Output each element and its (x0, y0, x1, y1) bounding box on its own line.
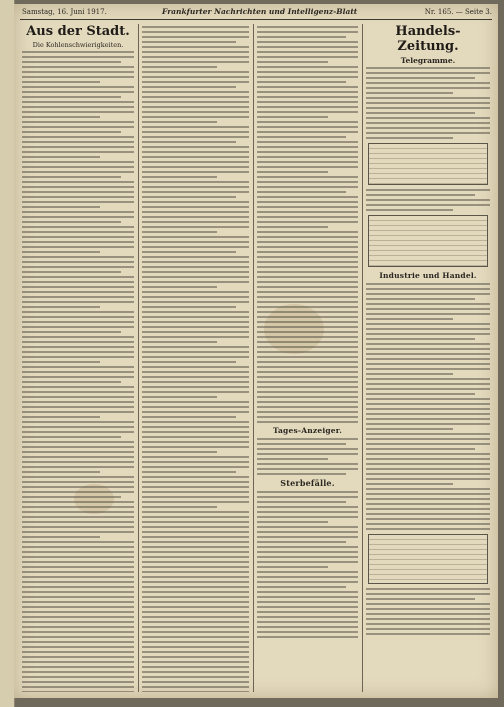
article-text (366, 283, 490, 530)
column-subtitle: Die Kohlenschwierigkeiten. (32, 41, 124, 49)
article-text (142, 26, 249, 692)
article-text (257, 26, 358, 423)
header-page-number: Nr. 165. — Seite 3. (424, 8, 492, 16)
left-page-margin (0, 0, 15, 707)
column-title: Handels-Zeitung. (395, 24, 461, 54)
section-heading: Tages-Anzeiger. (272, 426, 343, 435)
header-rule (20, 19, 492, 20)
article-text (366, 67, 490, 139)
column-subtitle: Telegramme. (400, 56, 456, 65)
notice-text (257, 438, 358, 475)
column-divider (362, 24, 363, 692)
column-notices (257, 24, 358, 692)
section-heading: Industrie und Handel. (379, 271, 477, 280)
column-title: Aus der Stadt. (26, 24, 130, 39)
article-text (366, 588, 490, 635)
column-divider (138, 24, 139, 692)
header-masthead: Frankfurter Nachrichten und Intelligenz-Blatt (162, 7, 358, 16)
page-header (22, 6, 492, 18)
section-heading: Sterbefälle. (280, 478, 335, 488)
price-table (368, 215, 488, 267)
column-divider (253, 24, 254, 692)
column-local-news (22, 24, 134, 692)
header-date: Samstag, 16. Juni 1917. (22, 8, 107, 16)
death-notices-text (257, 491, 358, 638)
column-continued-news (142, 24, 249, 692)
article-text (22, 51, 134, 692)
article-text (366, 189, 490, 211)
column-trade-news (366, 24, 490, 692)
price-table (368, 143, 488, 185)
price-table (368, 534, 488, 584)
